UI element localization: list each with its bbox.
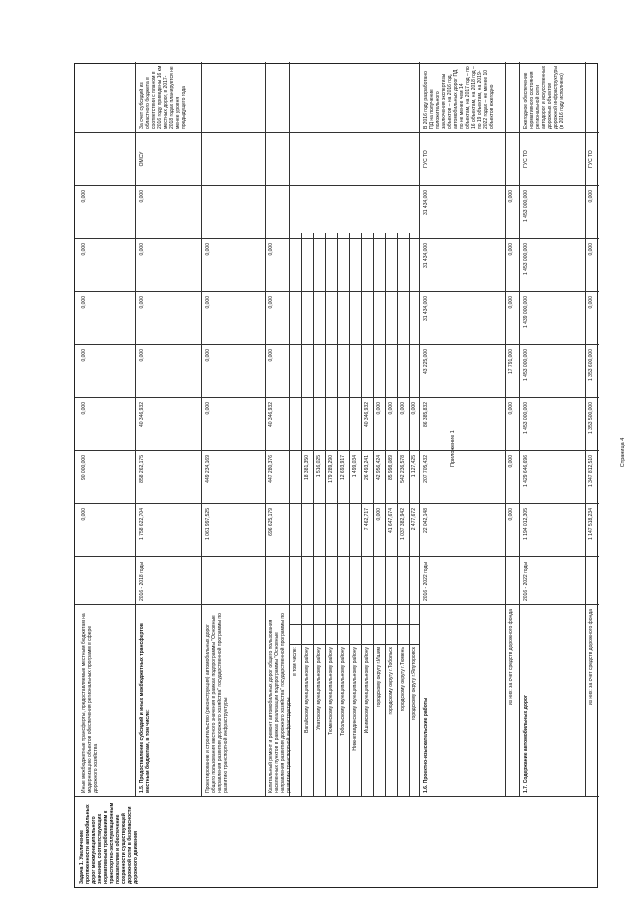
cell-2016: 90 000,000 (81, 455, 87, 481)
cell-2016: 449 234,169 (205, 455, 211, 483)
cell-2020: 1 453 000,000 (523, 243, 529, 275)
cell-2019: 0,000 (205, 296, 211, 309)
cell-total: 0,000 (508, 508, 514, 521)
cell-total: 1 194 012,305 (523, 508, 529, 540)
cell-note: Ежегодное обеспечение нормативного состояния региональной сети автодорог и искусственных дорожных объектов дорожной инфраструктуры (в 2016 году исполнено) (523, 65, 565, 129)
row-desc: Иные межбюджетные трансферты, предоставляемые местным бюджетам на модернизацию объектов обеспечения региональных программ в сфере дорожного хозяйства (81, 613, 99, 793)
sub-cell-2017: 40 346,932 (364, 402, 370, 428)
cell-executor: ОМСУ (139, 151, 145, 167)
cell-2021: 0,000 (588, 190, 594, 203)
sub-cell-2016: 26 493,241 (364, 455, 370, 481)
sub-row-label: в том числе: (292, 647, 298, 676)
cell-2019: 0,000 (588, 296, 594, 309)
row-desc: из них: за счет средств дорожного фонда (588, 609, 594, 706)
cell-period: 2016 - 2018 годы (139, 562, 145, 601)
sub-cell-total: 1 037 382,942 (400, 508, 406, 540)
cell-2018: 0,000 (81, 349, 87, 362)
sub-cell-2016: 1 127,425 (411, 455, 417, 478)
cell-2020: 0,000 (81, 243, 87, 256)
page-number: Страница 4 (620, 437, 626, 468)
sub-row-label: Ишимскому муниципальному району (364, 647, 370, 734)
cell-2017: 0,000 (81, 402, 87, 415)
cell-executor: ГУС ТО (588, 150, 594, 168)
cell-2019: 0,000 (268, 296, 274, 309)
cell-2018: 43 225,000 (423, 349, 429, 375)
cell-2018: 1 453 000,000 (523, 349, 529, 381)
cell-2017: 1 353 500,000 (588, 402, 594, 434)
row-desc: 1.6. Проектно-изыскательские работы (423, 697, 429, 793)
cell-2019: 0,000 (81, 296, 87, 309)
sub-cell-2016: 18 381,350 (304, 455, 310, 481)
cell-2017: 1 453 000,000 (523, 402, 529, 434)
cell-2018: 17 791,000 (508, 349, 514, 375)
cell-2020: 0,000 (139, 243, 145, 256)
row-desc: из них: за счет средств дорожного фонда (508, 609, 514, 706)
sub-cell-2016: 542 236,578 (400, 455, 406, 483)
cell-2017: 0,000 (205, 402, 211, 415)
sub-row-label: Нижнетавдинскому муниципальному району (352, 647, 358, 751)
sub-cell-total: 0,000 (376, 508, 382, 521)
sub-row-label: Уватскому муниципальному району (316, 647, 322, 730)
sub-cell-total: 41 647,674 (388, 508, 394, 534)
cell-2016: 858 262,175 (139, 455, 145, 483)
sub-row-label: городскому округу г.Тюмень (400, 647, 406, 712)
cell-executor: ГУС ТО (423, 150, 429, 168)
sub-row-label: городскому округу г.Тобольск (388, 647, 394, 715)
cell-2020: 0,000 (205, 243, 211, 256)
cell-2018: 0,000 (268, 349, 274, 362)
appendix-label: Приложение 1 (450, 430, 456, 467)
sub-cell-2017: 0,000 (388, 402, 394, 415)
row-desc: 1.7. Содержание автомобильных дорог (523, 694, 529, 793)
cell-note: За счет субсидий из областного бюджета в соответствии с планом в 2016 году приведены 16 км местных дорог, в 2017-2018 годах планируется не менее уровня предыдущего года (139, 65, 187, 129)
cell-2019: 1 439 000,000 (523, 296, 529, 328)
cell-2021: 31 434,000 (423, 190, 429, 216)
sub-cell-2017: 0,000 (400, 402, 406, 415)
cell-total: 1 758 622,704 (139, 508, 145, 540)
cell-2018: 1 353 600,000 (588, 349, 594, 381)
sub-cell-total: 7 462,717 (364, 508, 370, 531)
cell-total: 0,000 (81, 508, 87, 521)
sub-cell-2017: 0,000 (411, 402, 417, 415)
sub-cell-2016: 179 289,290 (328, 455, 334, 483)
cell-2019: 0,000 (508, 296, 514, 309)
cell-2017: 0,000 (508, 402, 514, 415)
cell-2019: 31 434,000 (423, 296, 429, 322)
sub-cell-2016: 12 693,917 (340, 455, 346, 481)
cell-2021: 0,000 (81, 190, 87, 203)
cell-2018: 0,000 (205, 349, 211, 362)
cell-total: 1 147 518,234 (588, 508, 594, 540)
cell-2018: 0,000 (139, 349, 145, 362)
cell-total: 1 061 997,525 (205, 508, 211, 540)
budget-table (74, 63, 598, 888)
cell-2016: 207 705,432 (423, 455, 429, 483)
row-desc: Капитальный ремонт и ремонт автомобильных дорог общего пользования населенных пунктов в рамках реализации подпрограммы "Основные направления развития дорожного хозяйства" государственной программы по развитию транспортной инфраструктуры (268, 613, 292, 793)
cell-period: 2016 - 2022 годы (523, 562, 529, 601)
cell-2017: 40 346,932 (268, 402, 274, 428)
cell-executor: ГУС ТО (523, 150, 529, 168)
cell-2020: 31 434,000 (423, 243, 429, 269)
cell-2020: 0,000 (508, 243, 514, 256)
cell-2019: 0,000 (139, 296, 145, 309)
sub-cell-total: 2 477,672 (411, 508, 417, 531)
cell-2016: 0,000 (508, 455, 514, 468)
cell-2021: 0,000 (508, 190, 514, 203)
cell-2016: 1 347 812,510 (588, 455, 594, 487)
sub-cell-2016: 1 516,025 (316, 455, 322, 478)
sub-cell-2017: 0,000 (376, 402, 382, 415)
sub-cell-2016: 85 998,089 (388, 455, 394, 481)
cell-2016: 447 280,376 (268, 455, 274, 483)
sub-cell-2016: 1 499,034 (352, 455, 358, 478)
task-label: Задача 1. Увеличение протяженности автомобильных дорог межмуниципального значения, соответствующих нормативным требованиям к транспортно-эксплуатационным показателям и обеспечение сохранности существующей дорожной сети в безопасности дорожного движения (79, 802, 139, 884)
sub-row-label: городскому округу г.Ялуторовск (411, 647, 417, 721)
cell-period: 2016 - 2022 годы (423, 562, 429, 601)
cell-2021: 0,000 (139, 190, 145, 203)
cell-total: 696 625,179 (268, 508, 274, 536)
cell-2016: 1 429 646,696 (523, 455, 529, 487)
sub-cell-2016: 42 956,424 (376, 455, 382, 481)
sub-row-label: Тобольскому муниципальному району (340, 647, 346, 736)
cell-note: В 2016 году разработано ПД на получение положительного заключения экспертизы объектов – на 2016 год, автомобильных дорог ПД по не менее чем 14 объектам, на 2017 год – по 16 объектам, на 2018 год – по 19 объектам, на 2019-2022 годах – не менее 10 объектов ежегодно (423, 66, 495, 129)
row-desc: Проектирование и строительство (реконструкция) автомобильных дорог общего пользования местного значения в рамках подпрограммы "Основные направления развития дорожного хозяйства" государственной программы по развитию транспортной инфраструктуры (205, 613, 229, 793)
cell-total: 22 042,148 (423, 508, 429, 534)
cell-2020: 0,000 (268, 243, 274, 256)
sub-row-label: городскому округу г.Ишим (376, 647, 382, 708)
cell-2017: 40 346,932 (139, 402, 145, 428)
cell-2020: 0,000 (588, 243, 594, 256)
cell-2021: 1 453 000,000 (523, 190, 529, 222)
row-desc: 1.5. Предоставление субсидий и иных межбюджетных трансфертов местным бюджетам, в том числе: (139, 623, 151, 793)
sub-row-label: Вагайскому муниципальному району (304, 647, 310, 733)
cell-2017: 86 385,832 (423, 402, 429, 428)
sub-row-label: Тюменскому муниципальному району (328, 647, 334, 735)
